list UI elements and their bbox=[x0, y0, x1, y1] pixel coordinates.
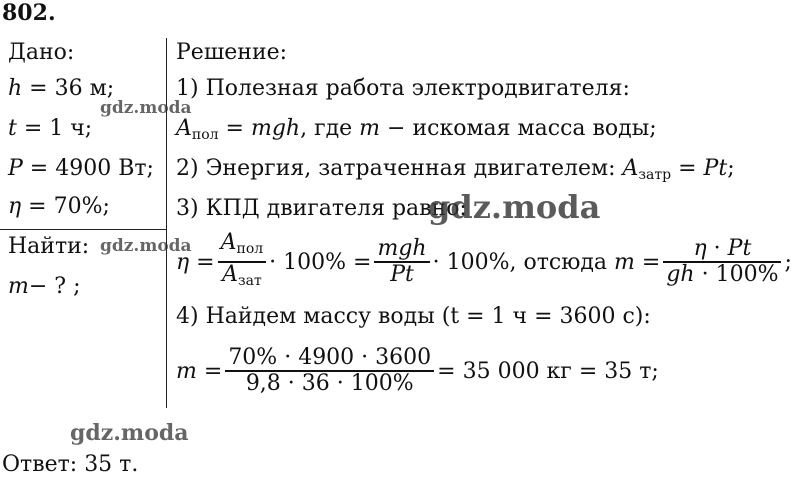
find-line: m− ? ; bbox=[8, 274, 81, 299]
horizontal-divider bbox=[0, 229, 166, 230]
given-p: P = 4900 Вт; bbox=[8, 156, 154, 181]
watermark-3: gdz.moda bbox=[100, 236, 192, 256]
solution-step-1: 1) Полезная работа электродвигателя: bbox=[176, 76, 630, 101]
watermark-1: gdz.moda bbox=[100, 98, 192, 118]
given-eta: η = 70%; bbox=[8, 194, 110, 219]
find-title: Найти: bbox=[8, 234, 90, 259]
solution-step-1-formula: $A_{пол}$ = mgh, где m − искомая масса воды; bbox=[176, 116, 657, 143]
fraction-mass: $\frac{\eta \cdot Pt}{gh \cdot 100\%}$ bbox=[663, 237, 781, 287]
efficiency-formula: η = $\frac{A_{пол}}{A_{зат}}$ · 100% = $\frac{\text{mgh}}{Pt}$ · 100%, отсюда m = $\frac{\eta \cdot Pt}{gh \cdot 100\%}$ ; bbox=[176, 234, 792, 290]
watermark-4: gdz.moda bbox=[70, 420, 189, 446]
vertical-divider bbox=[166, 38, 167, 408]
given-t: t = 1 ч; bbox=[8, 116, 93, 141]
final-calculation: m = $\frac{70\% \cdot 4900 \cdot 3600}{9,8 \cdot 36 \cdot 100\%}$ = 35 000 кг = 35 т; bbox=[176, 345, 659, 396]
solution-step-3: 3) КПД двигателя равно: bbox=[176, 196, 467, 221]
fraction-apol-azat: $\frac{A_{пол}}{A_{зат}}$ bbox=[218, 231, 267, 293]
solution-title: Решение: bbox=[176, 40, 288, 65]
problem-number: 802. bbox=[2, 0, 56, 26]
fraction-final: $\frac{70\% \cdot 4900 \cdot 3600}{9,8 \cdot 36 \cdot 100\%}$ bbox=[225, 346, 434, 396]
fraction-mgh-pt: $\frac{\text{mgh}}{Pt}$ bbox=[374, 237, 429, 287]
solution-step-4: 4) Найдем массу воды (t = 1 ч = 3600 с): bbox=[176, 304, 651, 329]
solution-step-2: 2) Энергия, затраченная двигателем: $A_{затр} = Pt$; bbox=[176, 156, 735, 183]
answer: Ответ: 35 т. bbox=[2, 452, 139, 477]
watermark-2: gdz.moda bbox=[428, 188, 601, 226]
given-h: h = 36 м; bbox=[8, 76, 115, 101]
given-title: Дано: bbox=[8, 40, 75, 65]
